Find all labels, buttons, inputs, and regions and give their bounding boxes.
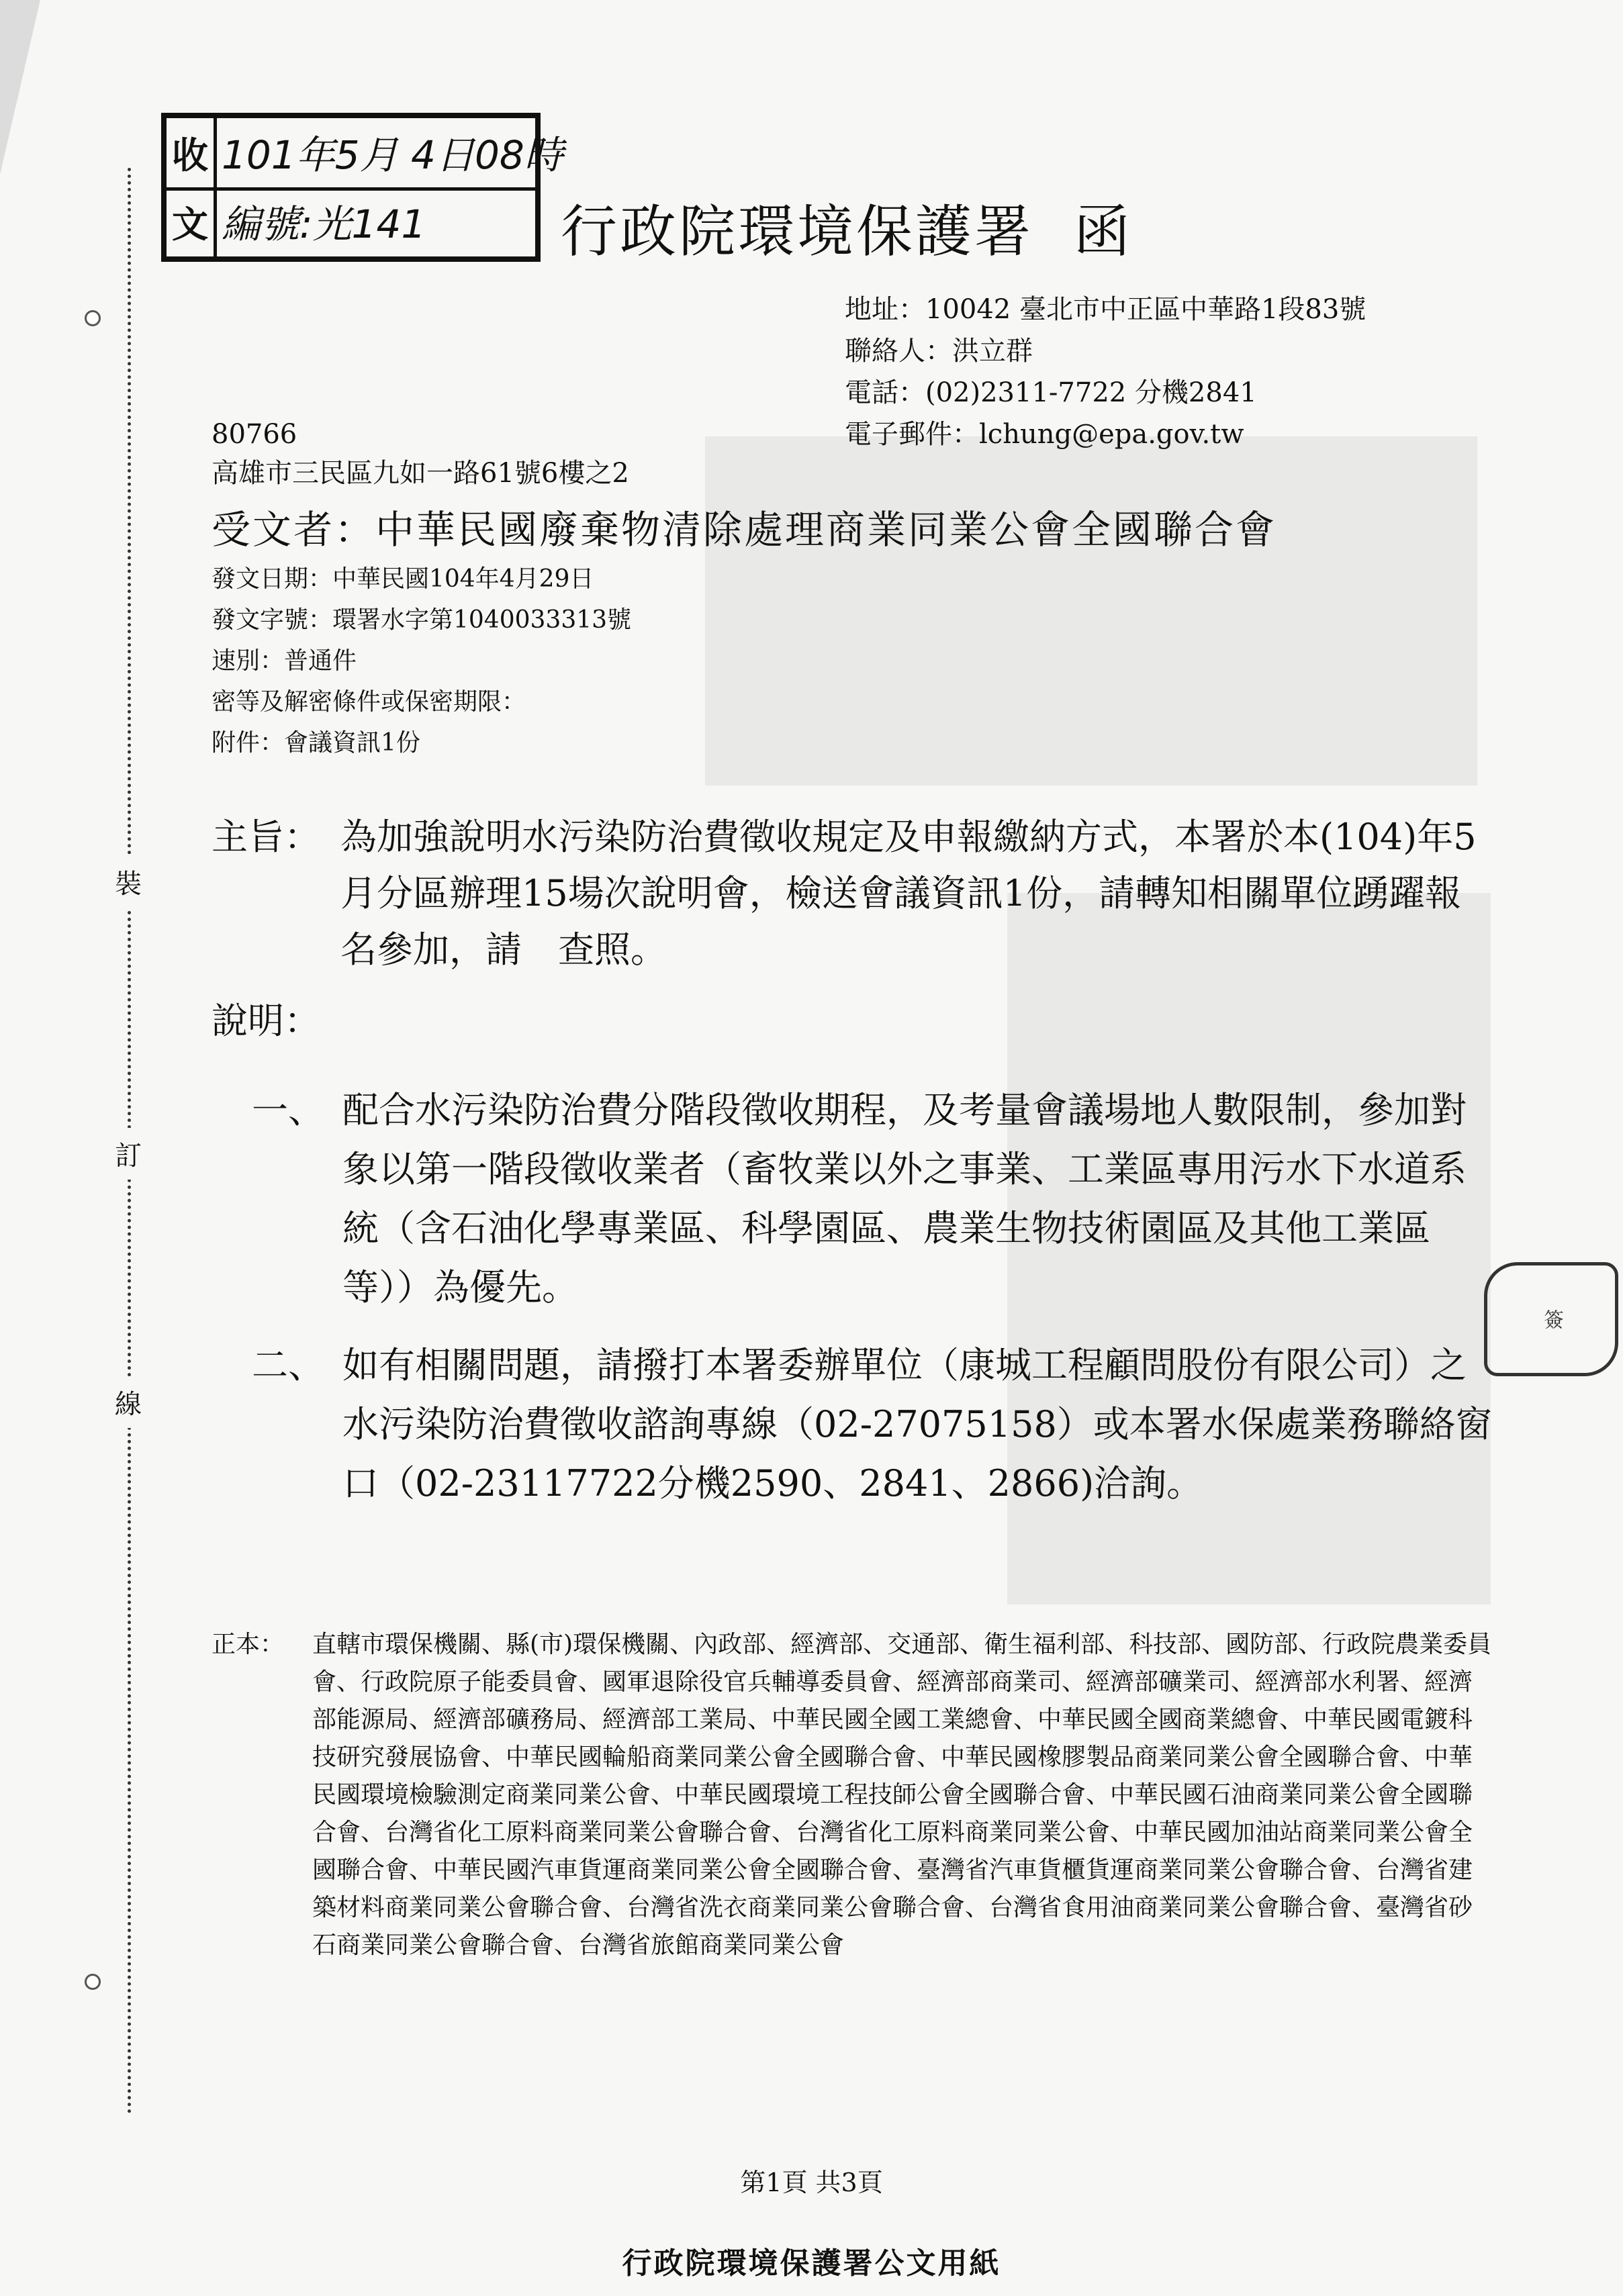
document-title xyxy=(561,187,1133,268)
recipient-address-block xyxy=(212,415,629,493)
seal-text: 簽 xyxy=(1540,1309,1563,1329)
subject-label: 主旨： xyxy=(212,816,320,858)
stamp-number: 編號:光141 xyxy=(222,201,426,247)
binding-mark: 訂 xyxy=(107,1128,149,1180)
sender-contact-block xyxy=(845,289,1366,455)
priority: 速別：普通件 xyxy=(212,647,357,675)
contact-phone: 電話：(02)2311-7722 分機2841 xyxy=(845,377,1257,408)
punch-hole xyxy=(85,310,101,326)
issue-date: 發文日期：中華民國104年4月29日 xyxy=(212,565,594,593)
attachment: 附件：會議資訊1份 xyxy=(212,729,420,757)
punch-hole xyxy=(85,1974,101,1990)
official-seal xyxy=(1484,1262,1618,1376)
recipient-postcode: 80766 xyxy=(212,419,297,450)
contact-person: 聯絡人：洪立群 xyxy=(845,336,1033,367)
item-text: 如有相關問題，請撥打本署委辦單位（康城工程顧問股份有限公司）之水污染防治費徵收諮詢專線（02-27075158）或本署水保處業務聯絡窗口（02-23117722分機2590、2841、2866)洽詢。 xyxy=(342,1344,1492,1504)
distribution-label: 正本： xyxy=(212,1631,285,1658)
sender-address: 地址：10042 臺北市中正區中華路1段83號 xyxy=(845,294,1366,325)
document-number: 發文字號：環署水字第1040033313號 xyxy=(212,606,632,634)
document-type: 函 xyxy=(1074,199,1133,265)
binding-mark: 線 xyxy=(107,1376,149,1428)
item-text: 配合水污染防治費分階段徵收期程，及考量會議場地人數限制，參加對象以第一階段徵收業者（畜牧業以外之事業、工業區專用污水下水道系統（含石油化學專業區、科學園區、農業生物技術園區及其他工業區等））為優先。 xyxy=(342,1089,1467,1308)
description-label: 說明： xyxy=(212,1000,320,1042)
letterhead-footer: 行政院環境保護署公文用紙 xyxy=(622,2246,1001,2281)
folded-corner xyxy=(0,0,40,175)
stamp-label: 文 xyxy=(167,187,217,256)
contact-email: 電子郵件：lchung@epa.gov.tw xyxy=(845,419,1244,450)
page-number: 第1頁 共3頁 xyxy=(740,2168,883,2197)
bleed-through-shadow xyxy=(705,436,1477,785)
stamp-label: 收 xyxy=(167,118,217,187)
distribution-section xyxy=(212,1626,1494,1964)
binding-mark: 裝 xyxy=(107,856,149,908)
description-item xyxy=(252,1336,1494,1513)
receipt-stamp xyxy=(161,113,563,262)
recipient: 受文者：中華民國廢棄物清除處理商業同業公會全國聯合會 xyxy=(212,507,1277,553)
subject-section xyxy=(212,809,1494,978)
item-number: 二、 xyxy=(252,1344,324,1386)
agency-name: 行政院環境保護署 xyxy=(561,199,1034,265)
subject-text: 為加強說明水污染防治費徵收規定及申報繳納方式，本署於本(104)年5月分區辦理15場次說明會，檢送會議資訊1份，請轉知相關單位踴躍報名參加，請 查照。 xyxy=(340,816,1477,971)
document-meta xyxy=(212,559,631,763)
stamp-date: 101年5月 4日08時 xyxy=(222,132,563,178)
description-item xyxy=(252,1081,1494,1317)
classification: 密等及解密條件或保密期限： xyxy=(212,688,526,716)
recipient-address: 高雄市三民區九如一路61號6樓之2 xyxy=(212,458,629,489)
item-number: 一、 xyxy=(252,1089,324,1131)
distribution-list: 直轄市環保機關、縣(市)環保機關、內政部、經濟部、交通部、衛生福利部、科技部、國防部、行政院農業委員會、行政院原子能委員會、國軍退除役官兵輔導委員會、經濟部商業司、經濟部礦業司、經濟部水利署、經濟部能源局、經濟部礦務局、經濟部工業局、中華民國全國工業總會、中華民國全國商業總會、中華民國電鍍科技研究發展協會、中華民國輪船商業同業公會全國聯合會、中華民國橡膠製品商業同業公會全國聯合會、中華民國環境檢驗測定商業同業公會、中華民國環境工程技師公會全國聯合會、中華民國石油商業同業公會全國聯合會、台灣省化工原料商業同業公會聯合會、台灣省化工原料商業同業公會、中華民國加油站商業同業公會全國聯合會、中華民國汽車貨運商業同業公會全國聯合會、臺灣省汽車貨櫃貨運商業同業公會聯合會、台灣省建築材料商業同業公會聯合會、台灣省洗衣商業同業公會聯合會、台灣省食用油商業同業公會聯合會、臺灣省砂石商業同業公會聯合會、台灣省旅館商業同業公會 xyxy=(312,1631,1492,1959)
